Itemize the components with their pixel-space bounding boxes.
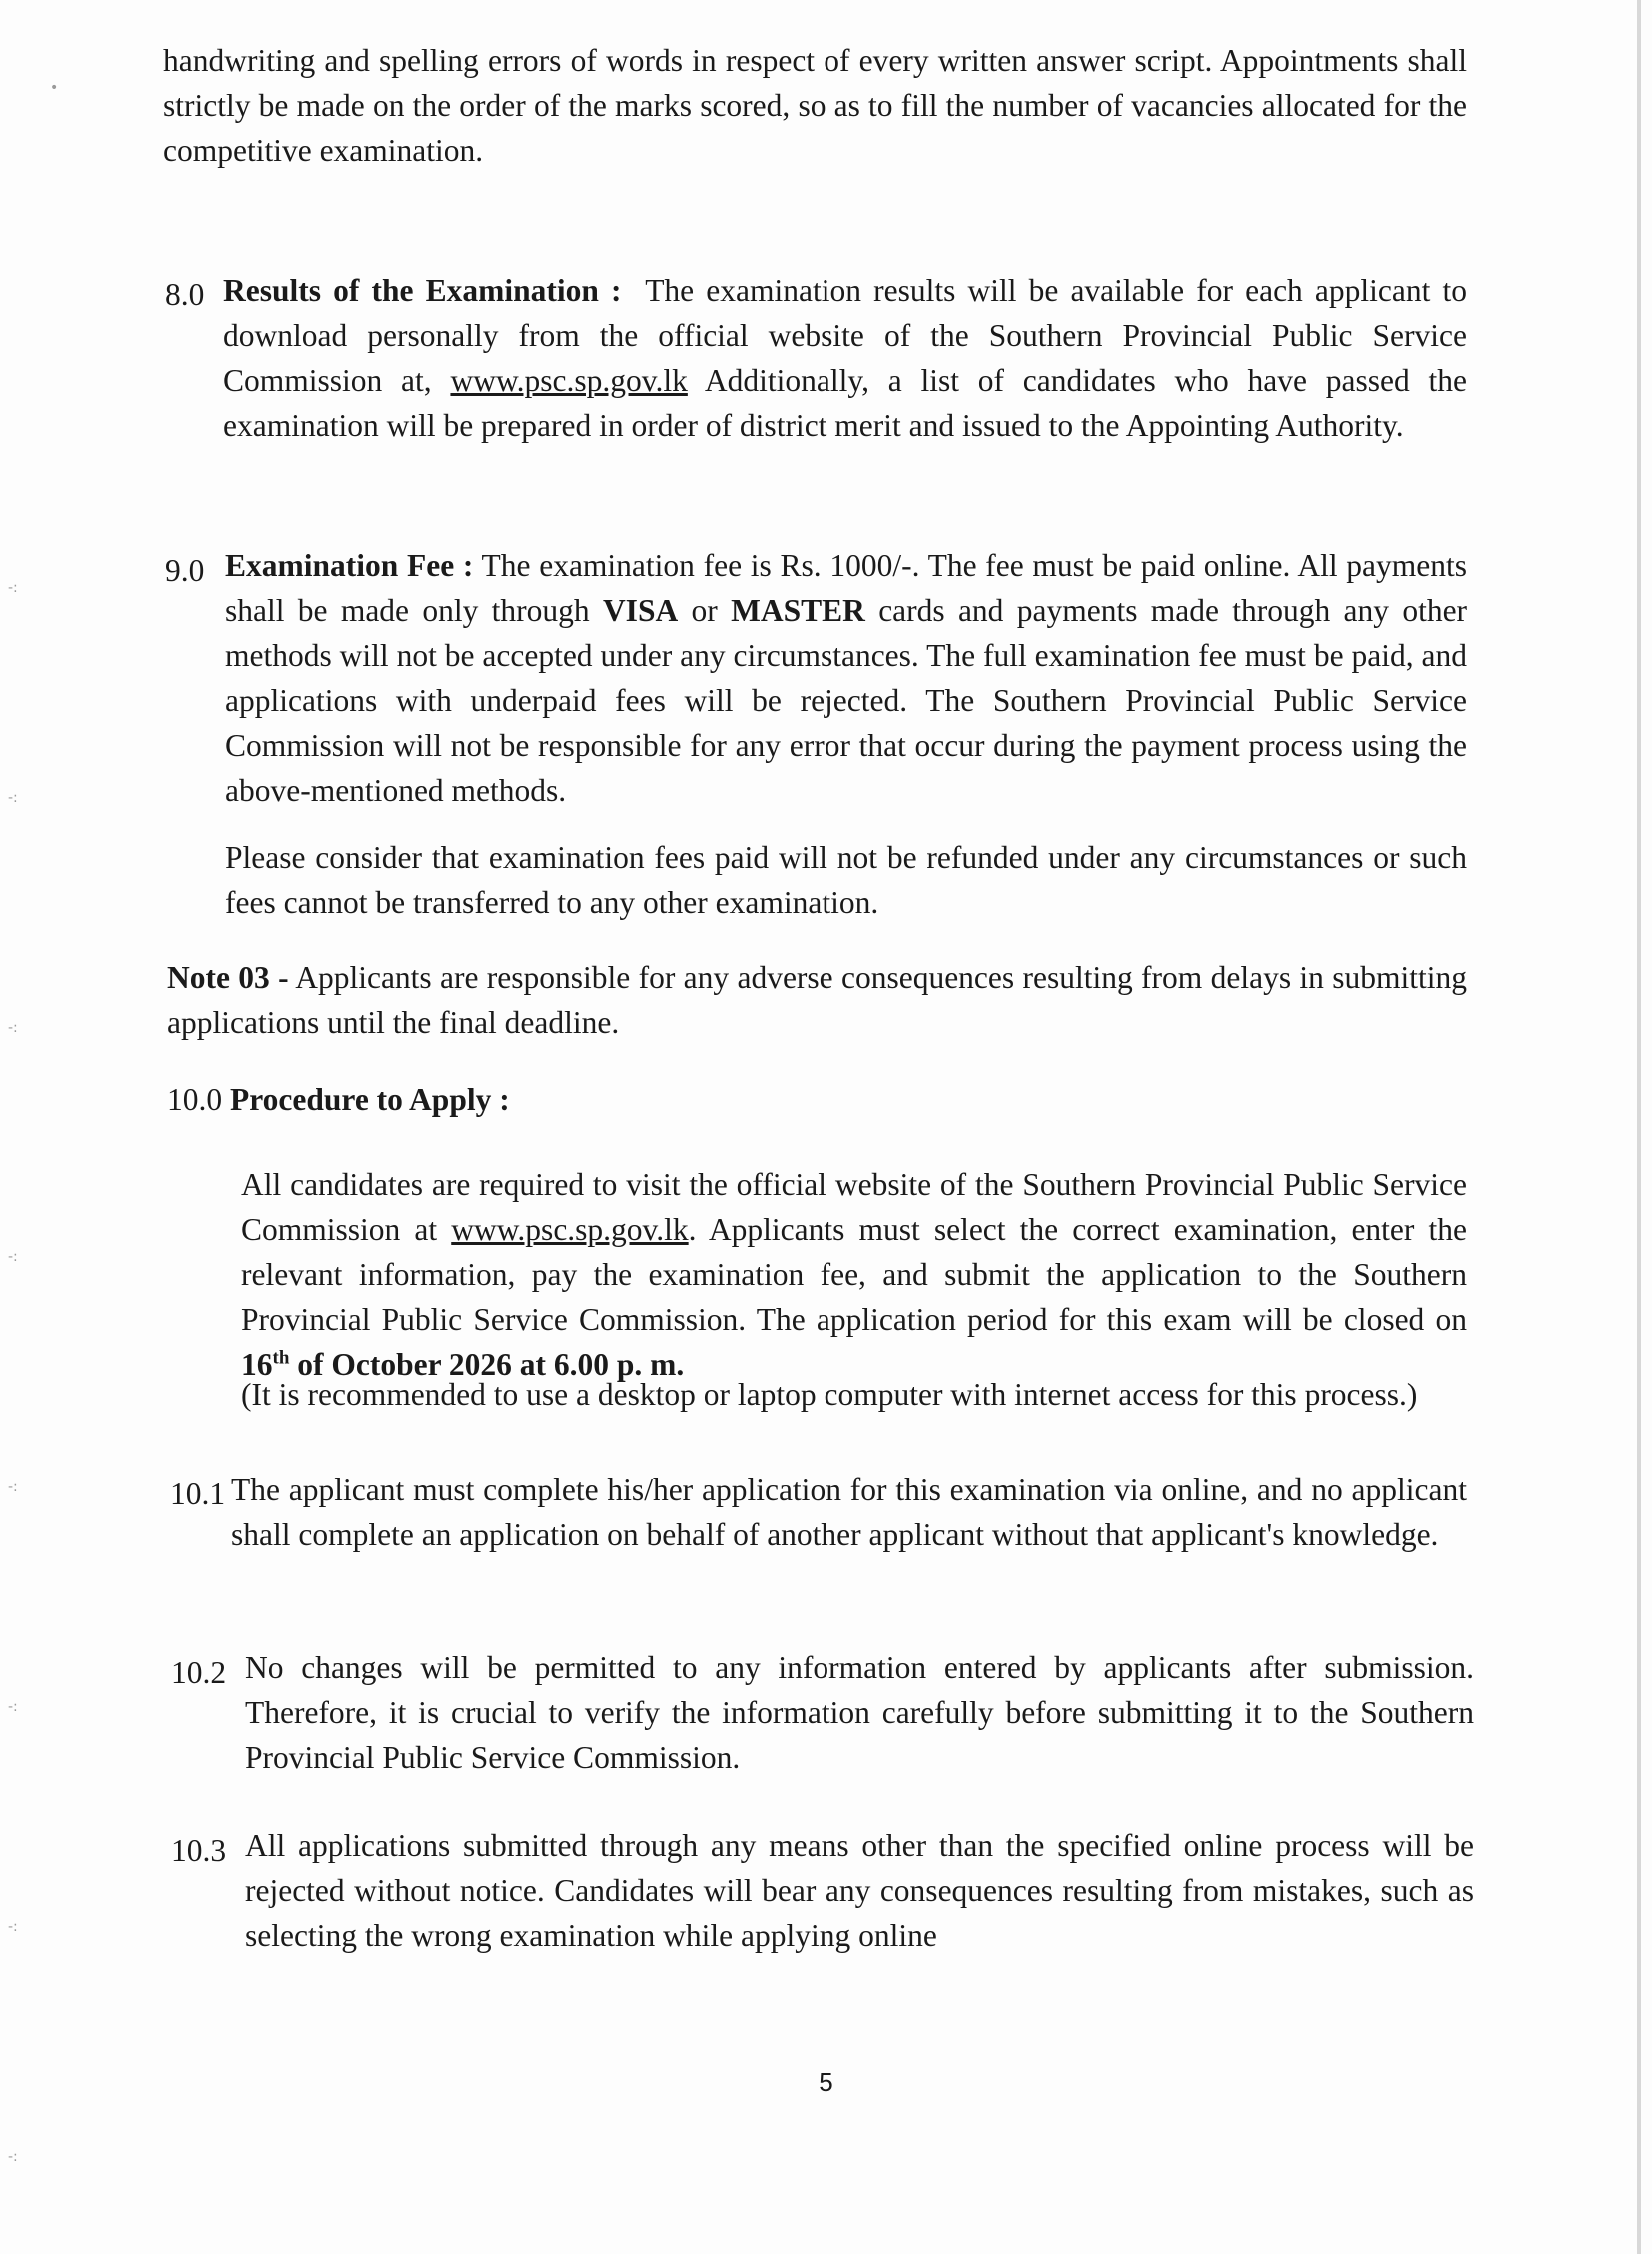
section-8-website-link[interactable]: www.psc.sp.gov.lk <box>450 363 688 398</box>
section-10-3-number: 10.3 <box>171 1833 227 1868</box>
section-10-text-1: All candidates are required to visit the official website of the Southern Provincial Public Service Commission at <box>241 1167 1467 1247</box>
section-8-text-1: The examination results will be available for each applicant to download personally from the official website of the Southern Provincial Public Service Commission at, <box>223 273 1467 398</box>
section-10-2-number: 10.2 <box>171 1655 227 1690</box>
section-8-heading: Results of the Examination : <box>223 273 622 308</box>
scan-mark: -: <box>8 1249 18 1265</box>
visa-label: VISA <box>602 593 679 628</box>
scan-mark: -: <box>8 580 18 596</box>
section-9-text-2: cards and payments made through any other methods will not be accepted under any circumstances. The full examination fee must be paid, and applications with underpaid fees will be rejected. The Southern Provincial Public Service Commission will not be responsible for any error that occur during the payment process using the above-mentioned methods. <box>225 593 1468 808</box>
scan-mark: -: <box>8 2149 18 2165</box>
section-10-1-paragraph: The applicant must complete his/her application for this examination via online, and no applicant shall complete an application on behalf of another applicant without that applicant's knowledge. <box>231 1472 1467 1552</box>
section-9-refund-paragraph: Please consider that examination fees paid will not be refunded under any circumstances or such fees cannot be transferred to any other examination. <box>225 840 1467 920</box>
section-8-text-2: Additionally, a list of candidates who have passed the examination will be prepared in order of district merit and issued to the Appointing Authority. <box>223 363 1467 443</box>
section-10-number: 10.0 <box>167 1082 223 1117</box>
scan-mark: -: <box>8 1919 18 1935</box>
section-10-heading-line <box>167 1077 966 1122</box>
intro-paragraph: handwriting and spelling errors of words in respect of every written answer script. Appointments shall strictly be made on the order of the marks scored, so as to fill the number of vacancies allocated for the competitive examination. <box>163 43 1467 168</box>
note-03-label: Note 03 - <box>167 960 289 995</box>
scan-mark: -: <box>8 1479 18 1495</box>
note-03-paragraph <box>167 955 1467 1045</box>
section-9-heading: Examination Fee : <box>225 548 474 583</box>
section-10-2-paragraph: No changes will be permitted to any information entered by applicants after submission. Therefore, it is crucial to verify the information carefully before submitting it to the Southern Provincial Public Service Commission. <box>245 1650 1474 1775</box>
scan-mark: -: <box>8 1020 18 1036</box>
section-8-number: 8.0 <box>165 277 205 312</box>
section-10-1-number: 10.1 <box>170 1476 226 1511</box>
section-9-paragraph <box>225 543 1467 813</box>
master-label: MASTER <box>731 593 865 628</box>
scan-mark: -: <box>8 1699 18 1715</box>
section-9-text-1: The examination fee is Rs. 1000/-. The fee must be paid online. All payments shall be made only through <box>225 548 1467 628</box>
scan-mark: • <box>50 80 59 96</box>
section-10-3-paragraph: All applications submitted through any means other than the specified online process will be rejected without notice. Candidates will bear any consequences resulting from mistakes, such as selecting the wrong examination while applying online <box>245 1828 1474 1953</box>
section-8-paragraph <box>223 268 1467 448</box>
page-number: 5 <box>819 2067 833 2097</box>
section-10-paragraph <box>241 1162 1467 1387</box>
page-edge-shadow <box>1637 0 1641 2254</box>
note-03-text: Applicants are responsible for any adverse consequences resulting from delays in submitting applications until the final deadline. <box>167 960 1467 1040</box>
section-10-text-2: . Applicants must select the correct examination, enter the relevant information, pay the examination fee, and submit the application to the Southern Provincial Public Service Commission. The application period for this exam will be closed on <box>241 1212 1467 1337</box>
section-9-number: 9.0 <box>165 553 205 588</box>
section-10-recommendation: (It is recommended to use a desktop or laptop computer with internet access for this process.) <box>241 1377 1418 1412</box>
closing-date: 16th of October 2026 at 6.00 p. m. <box>241 1347 685 1382</box>
or-label: or <box>691 593 718 628</box>
scan-mark: -: <box>8 790 18 806</box>
section-10-website-link[interactable]: www.psc.sp.gov.lk <box>451 1212 689 1247</box>
section-10-heading: Procedure to Apply : <box>230 1082 510 1117</box>
